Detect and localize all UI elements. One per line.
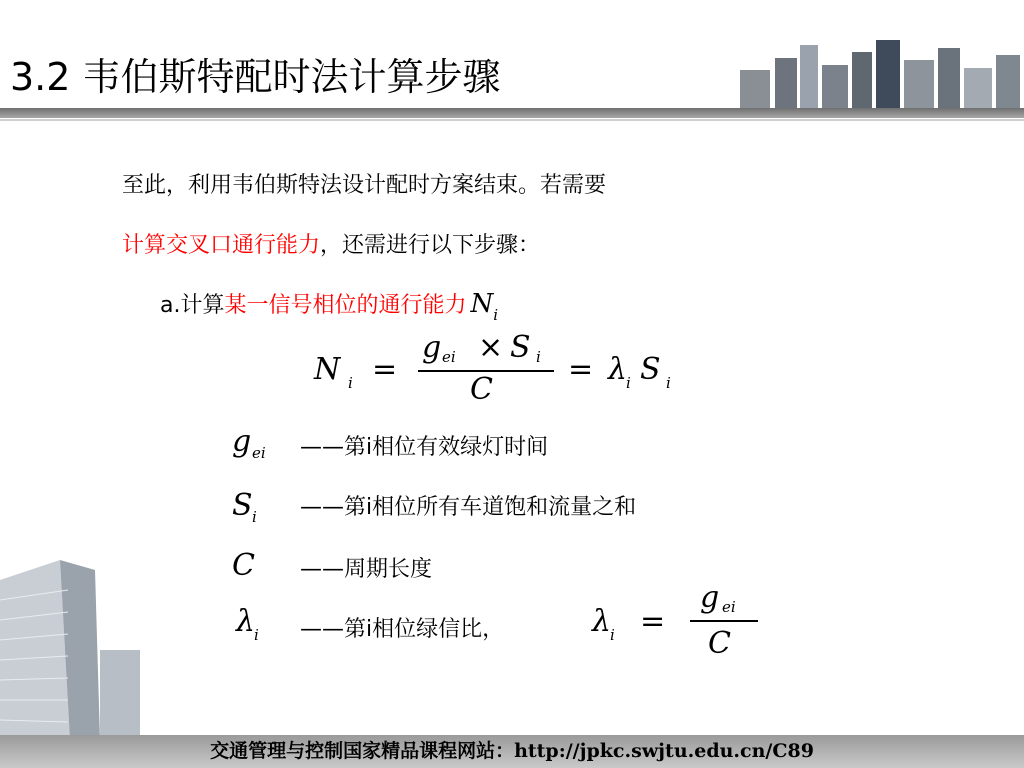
formula-eq-1: =: [372, 352, 398, 387]
def-symbol-lambda: λ: [236, 604, 256, 639]
def-symbol-s-sub: i: [252, 508, 257, 526]
ratio-fraction-bar: [690, 620, 758, 622]
def-symbol-s: S: [232, 488, 253, 523]
step-a-symbol: N: [470, 289, 494, 319]
def-text-cycle-length: ——周期长度: [300, 557, 433, 582]
def-symbol-lambda-sub: i: [254, 626, 259, 644]
formula-lhs-sub: i: [348, 374, 353, 392]
formula-numerator-s-sub: i: [536, 348, 541, 366]
capacity-formula: [310, 330, 690, 410]
step-a-text: 计算: [180, 293, 225, 318]
footer-bar: [0, 735, 1024, 768]
footer-text: 交通管理与控制国家精品课程网站：http://jpkc.swjtu.edu.cn/C89: [210, 740, 814, 762]
step-a-prefix: a.: [160, 293, 181, 318]
formula-rhs-s-sub: i: [666, 374, 671, 392]
ratio-numerator-g: g: [700, 580, 720, 615]
intro-line-2: [122, 228, 540, 259]
formula-lambda-sub: i: [626, 374, 631, 392]
slide-title: 3.2 韦伯斯特配时法计算步骤: [10, 55, 501, 99]
intro-line-1: 至此，利用韦伯斯特法设计配时方案结束。若需要: [122, 173, 607, 198]
title-divider-bar: [0, 108, 1024, 118]
formula-denominator: C: [470, 372, 493, 407]
formula-rhs-s: S: [640, 352, 661, 387]
ratio-lambda-sub: i: [610, 626, 615, 644]
def-symbol-g-sub: ei: [252, 444, 266, 462]
intro-rest: ，还需进行以下步骤：: [320, 233, 541, 258]
def-text-green-ratio: ——第i相位绿信比，: [300, 617, 505, 642]
def-text-green-time: ——第i相位有效绿灯时间: [300, 435, 549, 460]
formula-times: ×: [478, 330, 504, 365]
formula-numerator-s: S: [510, 330, 531, 365]
ratio-eq: =: [640, 604, 666, 639]
intro-highlight: 计算交叉口通行能力: [122, 233, 321, 258]
formula-numerator-g: g: [422, 330, 442, 365]
skyline-image: [730, 40, 1024, 110]
formula-eq-2: =: [568, 352, 594, 387]
ratio-denominator: C: [708, 626, 731, 661]
formula-lambda: λ: [608, 352, 628, 387]
ratio-numerator-g-sub: ei: [722, 598, 736, 616]
def-symbol-c: C: [232, 548, 255, 583]
def-symbol-g: g: [232, 424, 252, 459]
def-text-saturation-flow: ——第i相位所有车道饱和流量之和: [300, 495, 637, 520]
step-a-highlight: 某一信号相位的通行能力: [224, 293, 467, 318]
formula-numerator-g-sub: ei: [442, 348, 456, 366]
building-image: [0, 560, 160, 740]
title-divider-line: [0, 119, 1024, 121]
ratio-lambda: λ: [592, 604, 612, 639]
formula-lhs: N: [314, 352, 341, 387]
step-a: [160, 288, 499, 324]
step-a-symbol-sub: i: [493, 306, 499, 324]
